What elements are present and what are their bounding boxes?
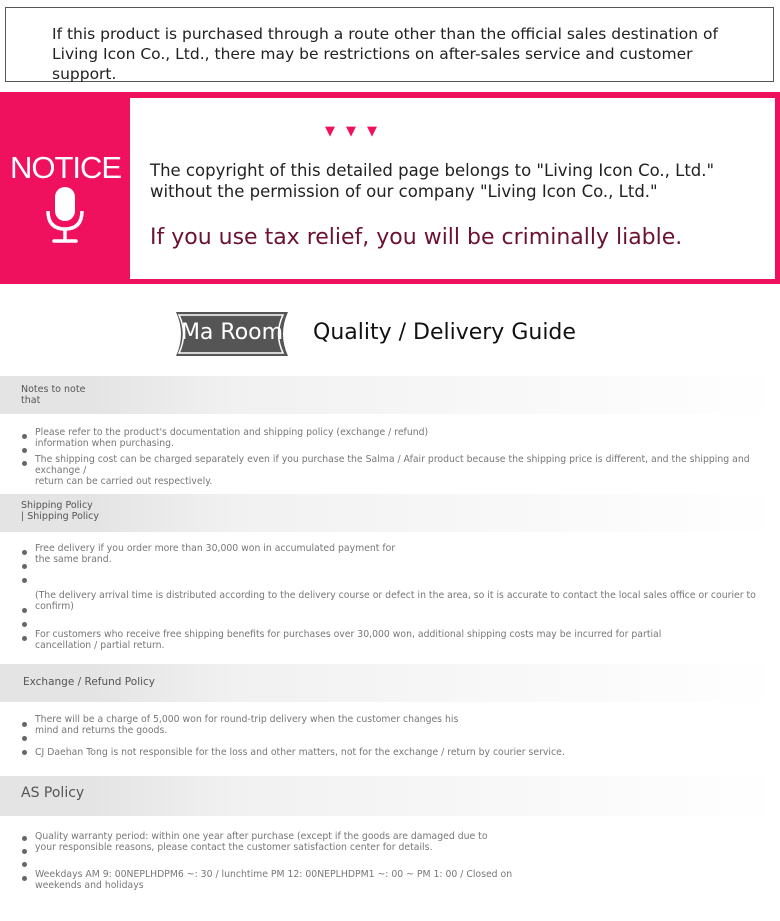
list-item: Weekdays AM 9: 00NEPLHDPM6 ~: 30 / lunchtime PM 12: 00NEPLHDPM1 ~: 00 ~ PM 1: 00 / Closed on weekends and holidays: [35, 869, 513, 891]
list-item: (The delivery arrival time is distributed according to the delivery course or defect in the area, so it is accurate to contact the local sales office or courier to confirm): [35, 590, 756, 612]
copyright-notice: [150, 160, 714, 202]
top-notice-text: If this product is purchased through a route other than the official sales destination of Living Icon Co., Ltd., there may be restrictions on after-sales service and customer support.: [52, 25, 718, 83]
section-title-as: AS Policy: [21, 785, 85, 801]
section-header-notes: [0, 376, 780, 414]
notice-label: NOTICE: [10, 150, 122, 185]
list-item: The shipping cost can be charged separately even if you purchase the Salma / Afair product because the shipping price is different, and the shipping and exchange / return can be carried out respectively.: [35, 454, 750, 487]
list-item: There will be a charge of 5,000 won for round-trip delivery when the customer changes his mind and returns the goods.: [35, 714, 459, 736]
bullet-dot: [22, 564, 27, 569]
list-item: CJ Daehan Tong is not responsible for the loss and other matters, not for the exchange / return by courier service.: [35, 747, 565, 758]
list-item: Free delivery if you order more than 30,000 won in accumulated payment for the same brand.: [35, 543, 396, 565]
bullet-dot: [22, 876, 27, 881]
list-item: For customers who receive free shipping benefits for purchases over 30,000 won, additional shipping costs may be incurred for partial cancellation / partial return.: [35, 629, 662, 651]
section-header-as: [0, 776, 780, 816]
bullet-dot: [22, 461, 27, 466]
bullet-dot: [22, 836, 27, 841]
down-arrows-icon: ▼▼▼: [325, 124, 388, 139]
bullet-dot: [22, 550, 27, 555]
microphone-icon: [44, 187, 86, 245]
bullet-dot: [22, 636, 27, 641]
section-header-shipping: [0, 494, 780, 532]
copyright-line-1: The copyright of this detailed page belongs to "Living Icon Co., Ltd.": [150, 161, 715, 180]
bullet-dot: [22, 578, 27, 583]
tax-warning: If you use tax relief, you will be criminally liable.: [150, 225, 683, 250]
bullet-dot: [22, 862, 27, 867]
copyright-line-2: without the permission of our company "Living Icon Co., Ltd.": [150, 182, 658, 201]
bullet-dot: [22, 448, 27, 453]
bullet-dot: [22, 434, 27, 439]
bullet-dot: [22, 750, 27, 755]
list-item: Please refer to the product's documentation and shipping policy (exchange / refund) information when purchasing.: [35, 427, 429, 449]
bullet-dot: [22, 849, 27, 854]
bullet-dot: [22, 736, 27, 741]
section-title-exchange: Exchange / Refund Policy: [23, 676, 156, 688]
brand-name: Ma Room: [180, 320, 284, 345]
bullet-dot: [22, 622, 27, 627]
guide-title: Quality / Delivery Guide: [313, 320, 576, 345]
bullet-dot: [22, 722, 27, 727]
section-title-notes: Notes to note that: [21, 384, 86, 406]
list-item: Quality warranty period: within one year after purchase (except if the goods are damaged due to your responsible reasons, please contact the customer satisfaction center for details.: [35, 831, 488, 853]
bullet-dot: [22, 608, 27, 613]
section-title-shipping: Shipping Policy | Shipping Policy: [21, 500, 100, 522]
